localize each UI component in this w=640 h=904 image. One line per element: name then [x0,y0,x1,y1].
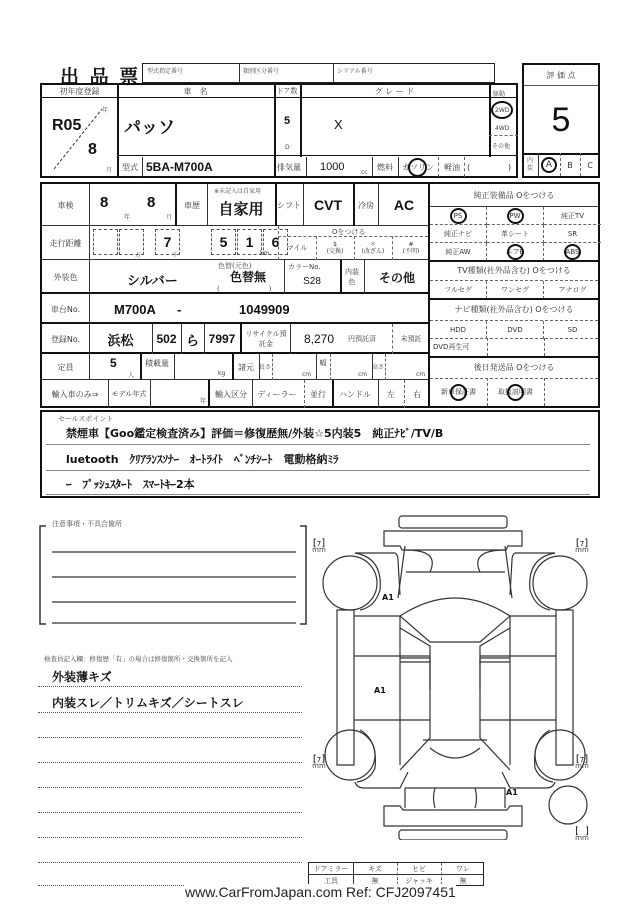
import-year-unit: 年 [200,398,207,405]
length-unit: cm [302,371,312,378]
drive-label: 駆動 [493,91,506,98]
mm-unit: mm [575,546,589,554]
interior-grade-b: B [567,160,573,170]
mm-unit: mm [575,834,589,842]
recycle-unpaid: 未預託 [400,335,422,343]
dealer-label: ディーラー [257,389,297,399]
mileage-digits [89,226,279,260]
mileage-digit: 1 [237,229,262,255]
nav-title: ナビ種類(社外品含む) Oをつける [454,304,574,314]
drive-2wd: 2WD [495,107,510,114]
legend-break: ワレ [456,864,470,873]
drive-other: その他 [492,143,511,150]
mileage-label: 走行距離 [49,238,82,248]
capacity-value: 5 [110,356,117,370]
equipment-item: PW [487,207,544,225]
legend-scratch: キズ [368,864,382,873]
shaken-year: 8 [100,194,109,211]
selected-mark-circle [564,244,581,260]
km-unit: km [260,250,270,257]
fuel-gasoline: ガソリン [402,162,434,172]
mileage-digit [93,229,118,255]
tread-rear-right [571,754,593,770]
inspector-note: 内装スレ／トリムキズ／シートスレ [52,696,244,710]
windshield [400,598,510,642]
bracket-close: ] [584,754,589,765]
chassis-model: M700A [114,301,156,317]
bracket-close: ] [321,538,326,549]
mileage-digit: 5 [211,229,236,255]
selected-mark-circle [450,384,467,401]
interior-label: 内装 [527,157,534,172]
chassis-number: 1049909 [239,301,290,317]
drive-4wd: 4WD [495,125,510,132]
equipment-title: 純正装備品 Oをつける [473,190,555,200]
mm-unit: mm [312,762,326,770]
equipment-item: PS [430,207,487,225]
model-label: 型式 [122,162,138,172]
equipment-item: SR [544,225,601,243]
ac-label: 冷房 [358,200,374,210]
fuel-paren-close: ) [508,162,512,172]
tread-value: 7 [316,756,322,764]
equipment-item: フルセグ [430,281,487,299]
mm-unit: mm [575,762,589,770]
ac-value: AC [393,197,415,213]
interior-color-label: 内装色 [345,268,359,286]
bracket-open: [ [575,754,580,765]
nav-grid [430,320,598,338]
equipment-item: DVD [487,321,544,339]
plate-region: 浜松 [107,332,134,348]
model-year-label: モデル年式 [111,390,147,398]
month-unit: 月 [106,167,113,174]
grade-value: X [334,117,343,132]
inspector-note: 外装薄キズ [52,670,112,684]
shaken-label: 車検 [57,200,74,210]
mile-label: マイル [286,244,308,252]
car-body-diagram [300,510,610,840]
equipment-grid [430,206,598,260]
exterior-color: シルバー [127,273,178,288]
legend-tools: 工具 [324,876,338,885]
doors-value: 5 [283,115,291,127]
form-title: 出 品 票 [60,66,141,88]
bracket-open: [ [312,754,317,765]
category-label: 類別区分番号 [243,68,280,75]
import-label: 輸入車のみ⇒ [51,389,99,399]
later-manual: 取扱説明書 [498,388,533,396]
capacity-unit: 人 [128,372,135,379]
details-block [40,182,430,408]
equipment-item: ワンセグ [487,281,544,299]
plate-class: 502 [156,332,177,346]
rear-bumper [399,830,507,840]
sen-unit: 千 [172,252,179,259]
selected-mark-circle [541,157,557,173]
bracket-close: ] [321,754,326,765]
score-box [522,63,600,178]
legend-door-mirror: ドアミラー [313,864,349,873]
color-no: S28 [303,276,321,287]
tv-grid [430,280,598,298]
mark-label: Oをつける [332,228,366,236]
front-bumper [399,516,507,528]
bracket-open: [ [312,538,317,549]
tampered-label: ＊ (改ざん) [361,241,385,255]
dvd-label: DVD再生可 [433,343,470,351]
equipment-block [428,182,600,408]
year-unit: 年 [102,107,109,114]
history-value: 自家用 [218,201,264,218]
roof [430,660,480,720]
header-id-fields [142,63,495,83]
serial-label: シリアル番号 [337,68,373,75]
tread-front-right [571,538,593,554]
displacement-label: 排気量 [277,162,301,172]
parallel-label: 並行 [310,389,326,399]
trunk [405,788,505,808]
sales-line: 禁煙車【Goo鑑定検査済み】評価＝修復歴無/外装☆5内装5 純正ﾅﾋﾞ/TV/B [66,427,444,440]
exchange-label: $ (交換) [326,241,344,255]
selected-mark-circle [408,158,427,177]
unknown-label: # (不明) [402,241,420,255]
model-value: 5BA-M700A [146,160,213,174]
equipment-item: ABS [565,248,580,256]
width-label: 幅 [319,359,327,367]
shaken-month: 8 [147,194,156,211]
chassis-label: 車台No. [50,304,81,314]
recycle-label: リサイクル預託金 [245,330,287,348]
legend-crack: ヒビ [412,864,426,873]
rear-bumper-upper [384,806,522,826]
caution-bracket [38,520,308,630]
legend-tools-value: 無 [371,876,379,885]
damage-mark: A1 [374,686,386,695]
spec-label: 諸元 [238,362,254,372]
damage-mark: A1 [506,788,518,797]
import-type-label: 輸入区分 [215,389,247,399]
car-name-label: 車 名 [183,86,208,96]
color-change-label: 色替(元色) [218,262,252,270]
interior-grade-a: A [545,160,553,170]
left-front-wheel [323,556,377,610]
cc-unit: cc [361,169,368,176]
year-unit: 年 [124,214,131,221]
sales-points-block [40,410,600,498]
bracket-open: [ [575,538,580,549]
capacity-label: 定員 [57,362,74,372]
equipment-item: HDD [430,321,487,339]
month-unit: 月 [166,214,173,221]
mm-unit: mm [312,546,326,554]
reg-month: 8 [88,141,97,158]
plate-label: 登録No. [50,334,81,344]
selected-mark-circle [450,208,467,224]
history-note: ※未記入は自家用 [214,188,262,195]
tread-value: 7 [579,756,585,764]
reg-year: R05 [52,117,82,134]
equipment-item: 革シート [487,225,544,243]
selected-mark-circle [507,384,524,401]
length-label: 長さ [259,363,272,371]
selected-mark-circle [507,244,524,260]
equipment-item: アナログ [558,286,587,294]
recycle-paid: 円預託済 [348,335,376,343]
watermark: www.CarFromJapan.com Ref: CFJ2097451 [185,884,456,900]
tread-front-left [308,538,330,554]
selected-mark-circle [507,208,524,224]
legend-jack-value: 無 [459,876,467,885]
fuel-label: 燃料 [377,162,393,172]
inspector-label: 検査員記入欄：修復歴「有」の場合は修復箇所・交換箇所を記入 [44,655,233,663]
mileage-digit: 7 [155,229,180,255]
tread-value: 7 [316,540,322,548]
spare-tire [549,786,587,824]
score-label: 評 価 点 [546,70,576,80]
recycle-amount: 8,270 [304,332,335,346]
fuel-diesel: 軽油 [444,162,460,172]
height-label: 高さ [372,363,385,371]
legend-jack: ジャッキ [405,876,433,885]
legend-table [308,862,484,886]
width-unit: cm [358,371,368,378]
grade-label: グ レ ー ド [374,86,415,96]
interior-grade-c: C [587,160,593,170]
sales-label: セールスポイント [58,415,114,423]
right-label: 右 [413,389,421,399]
score-value: 5 [551,100,571,139]
bracket-close: ] [585,826,589,837]
car-name: パッソ [124,118,175,138]
type-cert-label: 型式指定番号 [147,68,184,75]
doors-label: ドア数 [276,87,298,95]
plate-kana: ら [185,332,199,348]
shift-label: シフト [277,200,301,210]
man-unit: 万 [135,252,142,259]
equipment-item: エアB [487,243,544,261]
rear-window [430,748,480,758]
sales-line: luetooth ｸﾘｱﾗﾝｽｿﾅｰ ｵｰﾄﾗｲﾄ ﾍﾞﾝﾁｼｰﾄ 電動格納ﾐﾗ [66,453,339,466]
bracket-close: ] [584,538,589,549]
load-label: 積載量 [145,358,169,368]
doors-unit: D [285,144,290,151]
tread-value: 7 [579,540,585,548]
shift-value: CVT [314,197,342,213]
mileage-digit: 6 [263,229,288,255]
tv-title: TV種類(社外品含む) Oをつける [457,265,571,275]
right-front-wheel [533,556,587,610]
history-label: 車歴 [184,200,200,210]
first-reg-label: 初年度登録 [59,86,100,96]
later-title: 後日発送品 Oをつける [473,362,555,372]
caution-label: 注意事項・不具合箇所 [52,520,122,528]
damage-mark: A1 [382,593,394,602]
equipment-item: SD [567,326,578,334]
displacement-value: 1000 [320,161,345,173]
handle-label: ハンドル [339,389,371,399]
bracket-open: [ [575,826,579,837]
sales-line: ｰ ﾌﾟｯｼｭｽﾀｰﾄ ｽﾏｰﾄｷｰ2本 [66,478,195,491]
tread-rear-left [308,754,330,770]
color-change: 色替無 [230,270,267,284]
plate-number: 7997 [208,332,236,346]
fuel-paren-open: ( [467,162,471,172]
left-rear-wheel [325,730,375,780]
selected-mark-circle [491,101,513,119]
height-unit: cm [416,371,426,378]
chassis-dash: - [177,301,182,317]
color-no-label: カラーNo. [288,263,321,271]
load-unit: kg [218,370,226,377]
color-paren: ( ) [217,285,272,293]
equipment-item: 純正AW [430,243,487,261]
interior-color: その他 [378,270,415,285]
equipment-item: 純正ナビ [430,225,487,243]
exterior-color-label: 外装色 [53,272,78,282]
left-label: 左 [387,389,395,399]
equipment-item: 純正TV [544,207,601,225]
vehicle-basic-block [40,83,518,178]
tread-spare [571,826,593,842]
diagonal-divider [50,103,113,174]
later-warranty: 新車保証書 [441,388,476,396]
